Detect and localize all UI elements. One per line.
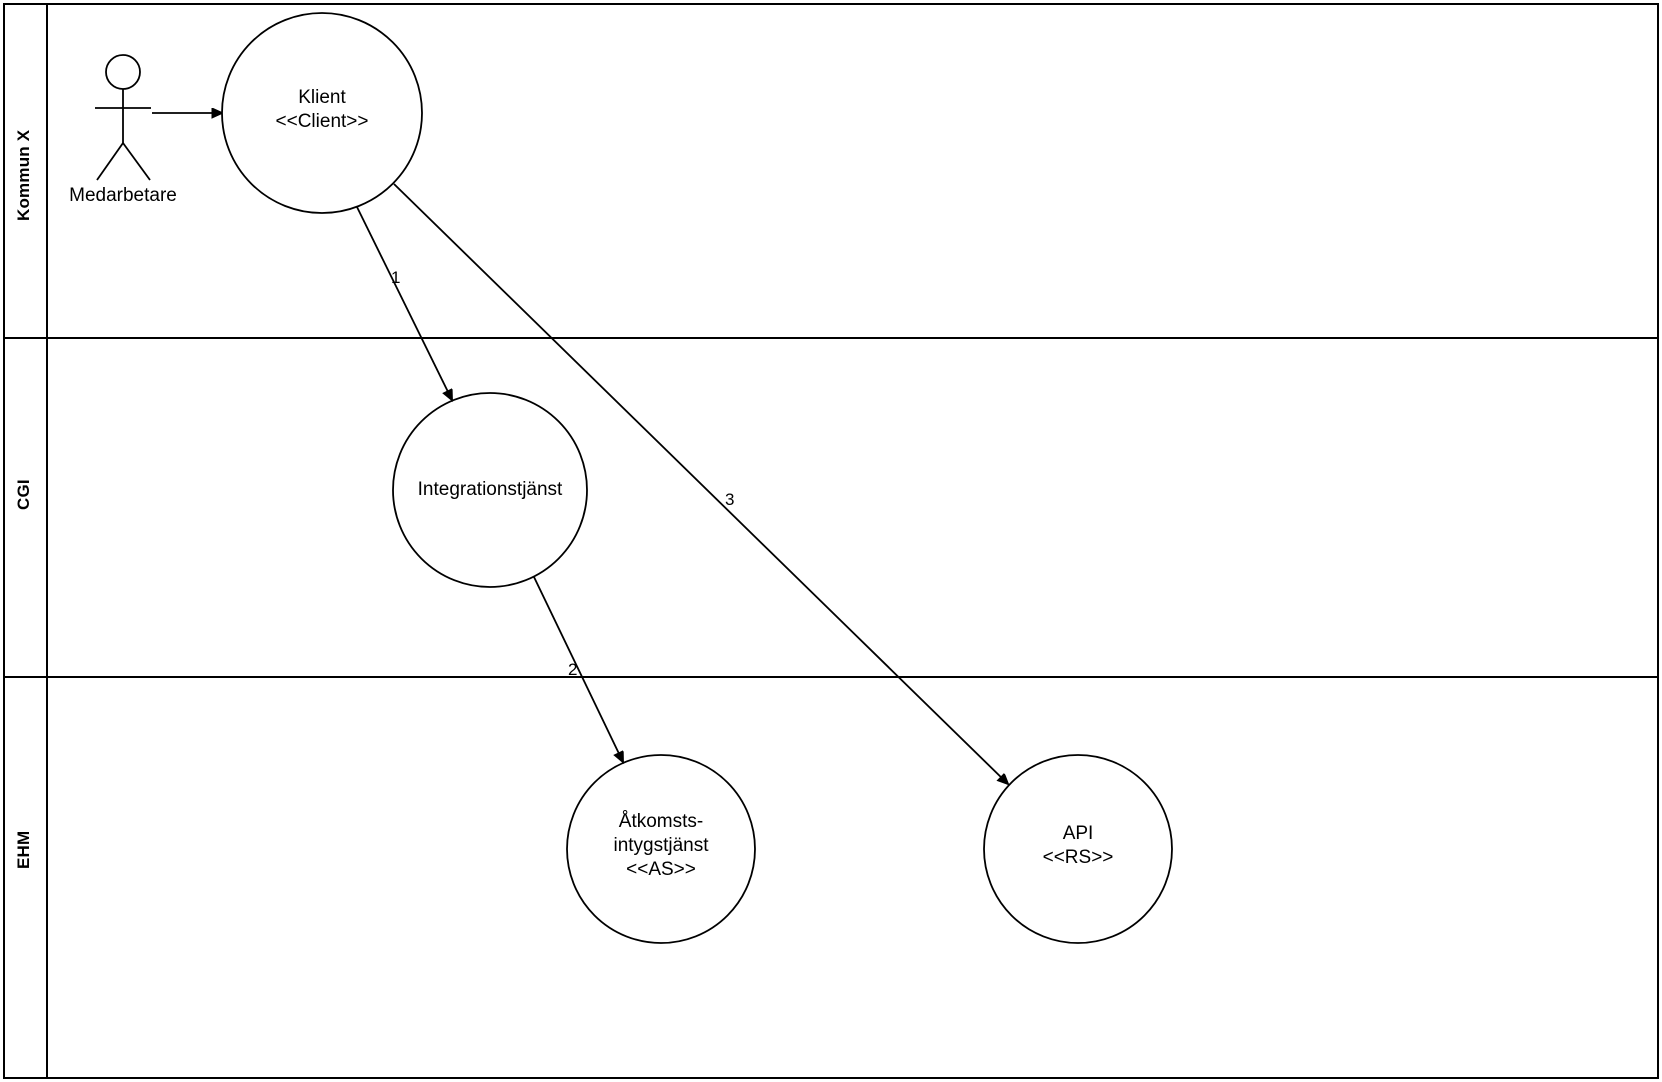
node-klient-shape[interactable] [222, 13, 422, 213]
edge-1-line [357, 207, 452, 400]
node-label-integrationstjanst: Integrationstjänst [417, 479, 563, 500]
actor-medarbetare-figure [95, 55, 151, 180]
actor-label-medarbetare: Medarbetare [69, 185, 177, 206]
node-label-api: API <<RS>> [1042, 823, 1114, 868]
edge-label-3: 3 [725, 490, 735, 509]
node-integrationstjanst-shape[interactable] [393, 393, 587, 587]
node-atkomstintygstjanst-shape[interactable] [567, 755, 755, 943]
lane-label-kommun-x: Kommun X [14, 129, 33, 221]
node-label-klient: Klient <<Client>> [275, 87, 369, 132]
edge-2-line [534, 577, 623, 762]
node-label-atkomstintygstjanst: Åtkomsts- intygstjänst <<AS>> [613, 811, 709, 880]
lane-label-cgi: CGI [14, 479, 33, 511]
edge-label-2: 2 [568, 660, 578, 679]
edge-label-1: 1 [391, 268, 401, 287]
node-api-shape[interactable] [984, 755, 1172, 943]
lane-label-ehm: EHM [14, 830, 33, 870]
